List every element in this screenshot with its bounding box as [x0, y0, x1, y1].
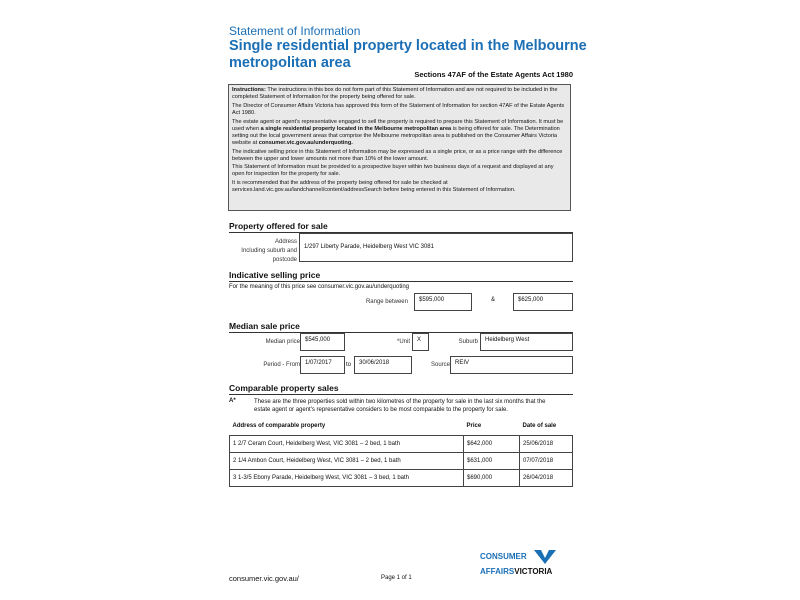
- consumer-affairs-victoria-logo: [480, 553, 552, 579]
- range-ampersand: &: [491, 297, 496, 303]
- act-reference: Sections 47AF of the Estate Agents Act 1980: [414, 70, 573, 79]
- price-low-field[interactable]: $595,000: [414, 293, 472, 311]
- source-label: Source: [430, 362, 450, 368]
- indicative-heading: Indicative selling price: [229, 270, 321, 280]
- median-heading: Median sale price: [229, 321, 300, 331]
- source-field[interactable]: REIV: [450, 356, 573, 374]
- instructions-text-4: The indicative selling price in this Statement of Information may be expressed as a single price, or as a price range with the difference between the upper and lower amounts not more than 10% of the lower amount.: [232, 148, 563, 162]
- page-number: Page 1 of 1: [381, 575, 412, 581]
- comparable-address: 2 1/4 Ambon Court, Heidelberg West, VIC 3081 – 2 bed, 1 bath: [230, 453, 464, 470]
- divider: [229, 281, 573, 282]
- comparable-heading: Comparable property sales: [229, 383, 339, 393]
- table-row: [230, 436, 573, 453]
- form-title: Single residential property located in the Melbourne metropolitan area: [229, 38, 587, 71]
- logo-line-victoria: VICTORIA: [514, 567, 553, 576]
- comparable-price: $690,000: [464, 470, 520, 487]
- comparable-description: These are the three properties sold within two kilometres of the property for sale in the last six months that the estate agent or agent's representative considers to be most comparable to the property for sale.: [254, 399, 546, 413]
- instructions-box: [228, 84, 571, 211]
- comparable-price: $642,000: [464, 436, 520, 453]
- period-to-field[interactable]: 30/06/2018: [354, 356, 412, 374]
- suburb-field[interactable]: Heidelberg West: [480, 333, 573, 351]
- logo-line-affairs: AFFAIRS: [480, 567, 515, 576]
- suburb-label: Suburb: [458, 339, 478, 345]
- table-row: [230, 470, 573, 487]
- comparable-date: 25/06/2018: [520, 436, 573, 453]
- comparable-table: [229, 418, 573, 487]
- unit-label: *Unit: [396, 339, 410, 345]
- property-heading: Property offered for sale: [229, 221, 328, 231]
- table-row: [230, 453, 573, 470]
- price-high-field[interactable]: $625,000: [513, 293, 573, 311]
- instructions-text-1: The instructions in this box do not form part of this Statement of Information and are not required to be included in the completed Statement of Information for the property being offered for sale.: [232, 87, 558, 101]
- logo-line-consumer: CONSUMER: [480, 552, 527, 561]
- table-header-row: [230, 418, 573, 436]
- underquoting-link[interactable]: consumer.vic.gov.au/underquoting.: [258, 139, 353, 146]
- comparable-date: 07/07/2018: [520, 453, 573, 470]
- column-header-address: Address of comparable property: [230, 418, 464, 436]
- unit-field[interactable]: X: [412, 333, 429, 351]
- comparable-date: 26/04/2018: [520, 470, 573, 487]
- median-price-field[interactable]: $545,000: [300, 333, 345, 351]
- column-header-date: Date of sale: [520, 418, 573, 436]
- comparable-marker: A*: [229, 398, 236, 404]
- comparable-address: 3 1-3/5 Ebony Parade, Heidelberg West, VIC 3081 – 3 bed, 1 bath: [230, 470, 464, 487]
- instructions-text-2: The Director of Consumer Affairs Victoria has approved this form of the Statement of Information for section 47AF of the Estate Agents Act 1980.: [232, 102, 565, 116]
- divider: [229, 394, 573, 395]
- median-price-label: Median price: [265, 339, 300, 345]
- period-from-field[interactable]: 1/07/2017: [300, 356, 345, 374]
- column-header-price: Price: [464, 418, 520, 436]
- instructions-label: Instructions:: [232, 87, 266, 93]
- instructions-text-6: It is recommended that the address of the property being offered for sale be checked at services.land.vic.gov.au/landchannel/content/addressSearch before being entered in this Statement of Information.: [232, 180, 516, 194]
- period-to-label: to: [346, 362, 352, 368]
- form-subtitle: Statement of Information: [229, 24, 361, 38]
- instructions-text-3b: is being offered for sale. The Determination setting out the local government areas that comprise the Melbourne metropolitan area is published on the Consumer Affairs Victoria website at: [232, 125, 560, 146]
- logo-chevron-icon: [534, 550, 556, 564]
- address-label: Address Including suburb and postcode: [241, 239, 297, 263]
- instructions-text-3a: The estate agent or agent's representative engaged to sell the property is required to prepare this Statement of Information. It must be used when: [232, 118, 564, 132]
- comparable-price: $631,000: [464, 453, 520, 470]
- address-field[interactable]: 1/297 Liberty Parade, Heidelberg West VIC 3081: [299, 233, 573, 262]
- footer-site[interactable]: consumer.vic.gov.au/: [229, 574, 299, 583]
- comparable-address: 1 2/7 Ceram Court, Heidelberg West, VIC 3081 – 2 bed, 1 bath: [230, 436, 464, 453]
- indicative-note: For the meaning of this price see consumer.vic.gov.au/underquoting: [229, 284, 409, 290]
- range-label: Range between: [365, 299, 408, 305]
- instructions-text-3-bold: a single residential property located in the Melbourne metropolitan area: [260, 125, 452, 132]
- instructions-text-5: This Statement of Information must be provided to a prospective buyer within two business days of a request and displayed at any open for inspection for the property for sale.: [232, 164, 554, 178]
- period-label: Period - From: [263, 362, 300, 368]
